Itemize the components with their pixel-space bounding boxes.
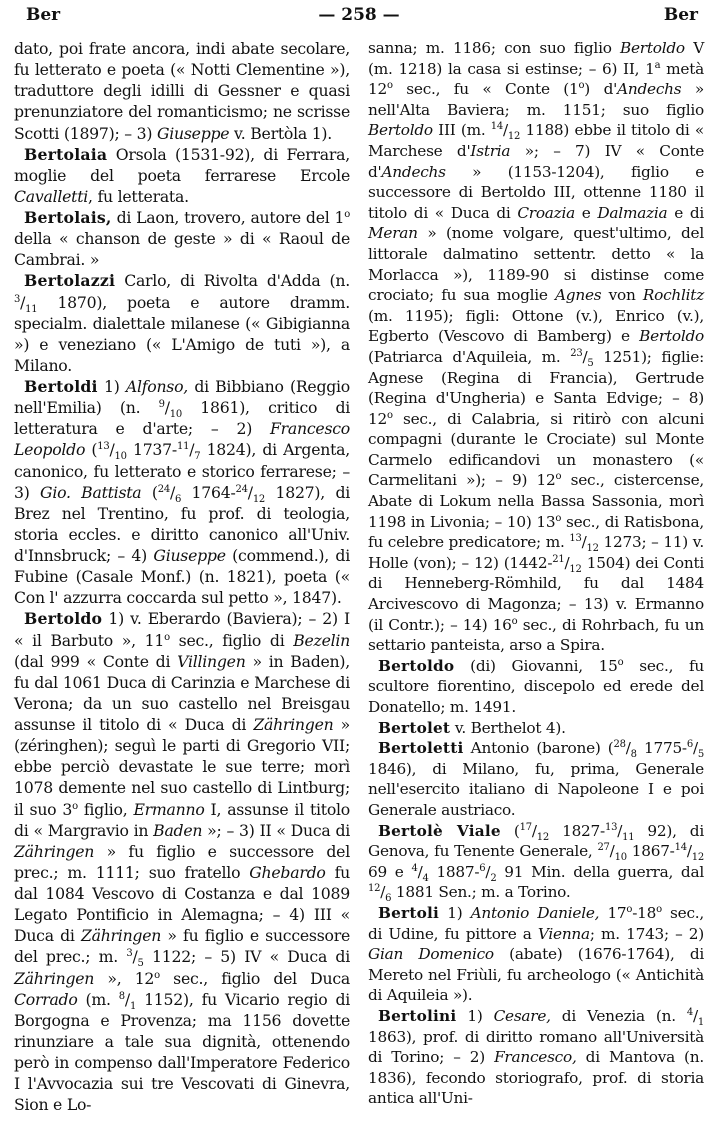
date-fraction-part: o <box>511 615 518 627</box>
italic-text: Agnes <box>555 286 602 305</box>
entry-text: 1) v. Eberardo (Baviera); – 2) I « il Barbuto », 11 <box>14 609 350 650</box>
italic-text: Gian Domenico <box>368 945 494 964</box>
entry-text: 1) <box>456 1006 494 1025</box>
entry-text: 1887- <box>428 862 480 881</box>
italic-text: Antonio Daniele, <box>470 903 600 922</box>
entry-text: 1827- <box>549 821 605 840</box>
entry-text: ( <box>500 821 520 840</box>
entry-text: »; – 3) II « Duca di <box>202 820 351 840</box>
entry-text: / <box>380 883 386 902</box>
entry-text: di Mantova (n. 1836), fecondo storiografo, prof. di storia antica all'Uni- <box>368 1048 704 1108</box>
date-fraction-part: 14 <box>490 121 504 133</box>
date-fraction-part: 10 <box>169 409 182 421</box>
italic-text: Zähringen <box>80 926 162 946</box>
date-fraction-part: 24 <box>235 483 248 495</box>
entry-bertolet <box>368 718 704 739</box>
entry-text: 1824), di Argenta, canonico, fu letterato e storico ferrarese; – 3) <box>14 440 351 502</box>
headword: Bertolaia <box>24 144 108 164</box>
entry-text: / <box>169 482 175 502</box>
entry-text: (dal 999 « Conte di <box>14 651 178 671</box>
date-fraction-part: 1 <box>697 1016 704 1028</box>
entry-text: / <box>582 347 588 366</box>
entry-text: fu dal 1084 Vescovo di Costanza e dal 1089 Legato Pontificio in Alemagna; – 4) III « Duca di <box>14 862 350 946</box>
entry-text: sec., di Calabria, si ritirò con alcuni compagni (durante le Crociate) sul Monte Carmelo edificandovi un monastero (« Carmelitani »); – 9) 12 <box>368 409 704 490</box>
entry-text: della « chanson de geste » di « Raoul de Cambrai. » <box>14 229 350 270</box>
entry-text: » in Baden), fu dal 1061 Duca di Carinzia e Marchese di Verona; da un suo castello nel Breisgau assunse il titolo di « Duca di <box>14 651 350 734</box>
entry-text: Carlo, di Rivolta d'Adda (n. <box>115 271 350 291</box>
entry-text: 17 <box>599 903 627 922</box>
entry-text: 1846), di Milano, fu, prima, Generale nell'esercito italiano di Napoleone I e poi Generale austriaco. <box>368 759 704 819</box>
date-fraction-part: 13 <box>97 441 110 453</box>
left-column <box>14 38 350 1115</box>
entry-text: » (nome volgare, quest'ultimo, del littorale dalmatino settentr. detto « la Morlacca »), 1189-90 si distinse come crociato; fu sua moglie <box>368 224 704 305</box>
italic-text: Andechs <box>617 80 682 99</box>
date-fraction-part: 5 <box>587 357 594 369</box>
date-fraction-part: o <box>154 969 160 981</box>
date-fraction-part: 1 <box>129 1000 137 1012</box>
entry-bertoldo <box>14 608 350 1115</box>
entry-text: / <box>686 842 692 861</box>
entry-text: sec., fu scultore fiorentino, discepolo ed erede del Donatello; m. 1491. <box>368 656 705 716</box>
italic-text: Bertoldo <box>620 39 685 57</box>
entry-text: 1737- <box>126 440 177 460</box>
headword: Bertolè Viale <box>378 821 501 840</box>
entry-text: »; – 7) IV « Conte d' <box>368 141 704 181</box>
entry-bertoldo-giovanni <box>368 656 704 718</box>
date-fraction-part: 6 <box>686 739 693 751</box>
entry-text: , fu letterata. <box>88 186 189 206</box>
date-fraction-part: 12 <box>507 131 521 143</box>
date-fraction-part: 13 <box>604 821 618 833</box>
entry-text: / <box>609 842 615 861</box>
entry-text: sec., di Rohrbach, fu un settario panteista, arso a Spira. <box>368 615 704 655</box>
entry-text: -18 <box>632 903 657 922</box>
entry-bertoli <box>368 903 704 1006</box>
entry-text: » fu figlio e successore del prec.; m. 1111; suo fratello <box>14 841 350 882</box>
headword: Bertoli <box>378 903 440 922</box>
entry-text: sec., di Udine, fu pittore a <box>368 903 704 943</box>
entry-bertoldi <box>14 376 350 608</box>
entry-text: 1504) dei Conti di Henneberg-Römhild, fu dal 1484 Arcivescovo di Magonza; – 13) v. Ermanno (il Contr.); – 14) 16 <box>368 553 704 634</box>
date-fraction-part: 4 <box>686 1006 693 1018</box>
entry-text: / <box>617 821 623 840</box>
date-fraction-part: 12 <box>586 543 599 555</box>
entry-text: ; m. 1743; – 2) <box>589 924 704 943</box>
entry-text: 92), di Genova, fu Tenente Generale, <box>368 821 704 861</box>
date-fraction-part: 12 <box>252 493 266 505</box>
entry-text: 1861), critico di letteratura e d'arte; – 2) <box>14 398 350 439</box>
date-fraction-part: 3 <box>126 948 133 960</box>
entry-text: / <box>189 440 195 460</box>
entry-text: / <box>109 440 115 460</box>
entry-text: 1867- <box>626 842 675 861</box>
entry-text: di Laon, trovero, autore del 1 <box>111 208 345 227</box>
italic-text: Zähringen <box>253 715 334 734</box>
italic-text: Bertoldo <box>368 121 433 140</box>
entry-text: », 12 <box>94 968 155 988</box>
date-fraction-part: 17 <box>519 821 532 833</box>
italic-text: Gio. Battista <box>40 482 142 502</box>
entry-text: sec., fu « Conte (1 <box>392 80 579 99</box>
italic-text: Zähringen <box>14 968 95 988</box>
date-fraction-part: 23 <box>570 347 583 359</box>
entry-bertole-viale <box>368 821 704 903</box>
entry-text: v. Bertòla 1). <box>229 123 333 143</box>
date-fraction-part: o <box>344 208 350 220</box>
entry-text: Antonio (barone) ( <box>463 739 614 758</box>
headword: Bertoldo <box>24 609 103 629</box>
date-fraction-part: 3 <box>14 293 21 305</box>
entry-text: / <box>124 989 130 1009</box>
date-fraction-part: o <box>617 656 624 668</box>
entry-text: / <box>692 1006 698 1025</box>
entry-text: / <box>485 862 491 881</box>
date-fraction-part: o <box>578 80 585 92</box>
headword: Bertolazzi <box>24 271 116 291</box>
entry-text: ( <box>85 440 98 460</box>
date-fraction-part: 21 <box>552 553 565 565</box>
date-fraction-part: 27 <box>597 842 610 854</box>
entry-text: / <box>20 292 26 312</box>
entry-text: von <box>601 286 643 305</box>
entry-bertolini <box>368 1006 704 1109</box>
entry-text: V (m. 1218) la casa si estinse; – 6) II, 1 <box>368 39 705 78</box>
italic-text: Bezelin <box>293 630 350 650</box>
entry-text: sec., figlio di <box>169 630 294 650</box>
date-fraction-part: 6 <box>479 862 486 874</box>
entry-text: (di) Giovanni, 15 <box>454 656 618 675</box>
date-fraction-part: 10 <box>614 852 627 864</box>
italic-text: Baden <box>153 820 203 840</box>
entry-text: » fu figlio e successore del prec.; m. <box>14 926 350 967</box>
date-fraction-part: 6 <box>175 493 182 505</box>
italic-text: Francesco, <box>494 1048 577 1067</box>
date-fraction-part: 14 <box>674 842 687 854</box>
headword: Bertoldo <box>378 656 455 675</box>
date-fraction-part: o <box>72 800 78 812</box>
entry-text: 1152), fu Vicario regio di Borgogna e Provenza; ma 1156 dovette rinunziare a tale sua dignità, ottenendo però in compenso dall'Imperatore Federico I l'Avvocazia sui tre Vescovati di Ginevra, Sion e Lo- <box>14 989 351 1115</box>
headword: Bertolet <box>378 718 451 737</box>
date-fraction-part: 12 <box>536 831 549 843</box>
entry-text: 1188) ebbe il titolo di « Marchese d' <box>368 121 704 160</box>
entry-text: Orsola (1531-92), di Ferrara, moglie del poeta ferrarese Ercole <box>14 144 350 185</box>
headword: Bertoldi <box>24 377 98 396</box>
italic-text: Cesare, <box>493 1006 551 1025</box>
entry-text: / <box>132 947 138 967</box>
date-fraction-part: 5 <box>697 749 704 761</box>
italic-text: Villingen <box>177 651 246 671</box>
italic-text: Meran <box>368 224 418 243</box>
italic-text: Francesco Leopoldo <box>14 419 350 460</box>
date-fraction-part: o <box>386 80 393 92</box>
entry-text: sanna; m. 1186; con suo figlio <box>368 39 621 57</box>
date-fraction-part: 10 <box>114 451 127 463</box>
entry-text: » nell'Alta Baviera; m. 1151; suo figlio <box>368 80 705 119</box>
page-header <box>14 2 704 28</box>
entry-text: 1881 Sen.; m. a Torino. <box>391 883 571 902</box>
italic-text: Ghebardo <box>249 862 326 882</box>
entry-text: 1122; – 5) IV « Duca di <box>143 947 350 967</box>
entry-text: metà 12 <box>368 59 704 99</box>
entry-text: / <box>503 121 508 140</box>
entry-text: I, assunse il titolo di « Margravio in <box>14 799 350 840</box>
date-fraction-part: 8 <box>630 749 637 761</box>
italic-text: Ermanno <box>133 799 205 819</box>
entry-text: ( <box>141 482 158 502</box>
italic-text: Rochlitz <box>642 286 705 305</box>
date-fraction-part: o <box>656 903 662 915</box>
headword: Bertoletti <box>378 739 464 758</box>
entry-bertolazzi <box>14 270 350 376</box>
headword: Bertolini <box>378 1006 457 1025</box>
entry-text: (m. 1195); figli: Ottone (v.), Enrico (v.), Egberto (Vescovo di Bamberg) e <box>368 306 704 346</box>
entry-text: 1273; – 11) v. Holle (von); – 12) (1442- <box>368 533 704 572</box>
entry-text: 91 Min. della guerra, dal <box>496 862 704 881</box>
entry-text: / <box>247 482 253 502</box>
page-number: — 258 — <box>318 5 400 25</box>
italic-text: Giuseppe <box>156 123 230 143</box>
entry-text: / <box>417 862 423 881</box>
date-fraction-part: o <box>555 471 562 483</box>
entry-text: e <box>575 203 598 222</box>
date-fraction-part: 11 <box>25 303 38 315</box>
entry-text: / <box>564 553 570 572</box>
date-fraction-part: 9 <box>158 398 165 410</box>
entry-text: / <box>164 398 170 418</box>
entry-text: 1827), di Brez nel Trentino, fu prof. di teologia, storia eccles. e diritto canonico all'Univ. d'Innsbruck; – 4) <box>14 482 351 565</box>
entry-text: sec., di Ratisbona, fu celebre predicatore; m. <box>368 512 704 552</box>
entry-text: (m. <box>77 989 119 1009</box>
italic-text: Croazia <box>517 203 575 222</box>
right-column <box>368 38 704 1109</box>
entry-text: / <box>692 739 698 758</box>
entry-text: / <box>581 533 587 552</box>
entry-text: di Bibbiano (Reggio nell'Emilia) (n. <box>14 377 350 418</box>
entry-text: 1764- <box>181 482 236 502</box>
entry-bertolaia <box>14 144 350 207</box>
entry-text: (Patriarca d'Aquileia, m. <box>368 347 571 366</box>
italic-text: Dalmazia <box>597 203 668 222</box>
entry-text: / <box>531 821 537 840</box>
entry-text: di Venezia (n. <box>550 1006 687 1025</box>
italic-text: Istria <box>470 141 511 160</box>
entry-text: 1) <box>439 903 471 922</box>
entry-text: 1251); figlie: Agnese (Regina di Francia), Gertrude (Regina d'Ungheria) e Santa Edvige; – 8) 12 <box>368 347 704 428</box>
italic-text: Corrado <box>14 989 78 1009</box>
date-fraction-part: 4 <box>411 862 418 874</box>
date-fraction-part: 2 <box>490 872 497 884</box>
italic-text: Cavalletti <box>14 186 89 206</box>
entry-text: figlio, <box>77 799 134 819</box>
date-fraction-part: 11 <box>176 441 190 453</box>
entry-text: » (zéringhen); seguì le parti di Gregorio VII; ebbe perciò devastate le sue terre; morì 1078 demente nel suo castello di Lintburg; il suo 3 <box>14 715 350 819</box>
entry-continuation <box>368 38 704 656</box>
entry-text: » (1153-1204), figlio e successore di Bertoldo III, ottenne 1180 il titolo di « Duca di <box>368 162 704 222</box>
entry-bertolais <box>14 207 350 270</box>
italic-text: Vienna <box>537 924 590 943</box>
entry-text: dato, poi frate ancora, indi abate secolare, fu letterato e poeta (« Notti Clementine »), traduttore degli idilli di Gessner e quasi prenunziatore del romanticismo; ne scrisse Scotti (1897); – 3) <box>14 39 350 143</box>
date-fraction-part: o <box>386 409 393 421</box>
headword: Bertolais, <box>24 208 112 227</box>
italic-text: Alfonso, <box>125 377 189 396</box>
entry-text: v. Berthelot 4). <box>450 718 566 737</box>
date-fraction-part: 12 <box>691 852 704 864</box>
entry-text: ) d' <box>584 80 618 99</box>
entry-bertoletti <box>368 738 704 820</box>
entry-text: 1) <box>97 377 126 396</box>
date-fraction-part: 28 <box>613 739 626 751</box>
italic-text: Zähringen <box>14 841 95 861</box>
header-left-guideword: Ber <box>26 5 61 25</box>
date-fraction-part: 6 <box>385 893 392 905</box>
date-fraction-part: 7 <box>194 451 201 463</box>
date-fraction-part: 12 <box>368 883 381 895</box>
entry-text: sec., cistercense, Abate di Lokum nella Bassa Sassonia, morì 1198 in Livonia; – 10) 13 <box>368 471 704 531</box>
entry-text: 1863), prof. di diritto romano all'Università di Torino; – 2) <box>368 1027 704 1067</box>
date-fraction-part: 8 <box>118 990 125 1002</box>
entry-text: III (m. <box>432 121 491 140</box>
date-fraction-part: 13 <box>569 533 582 545</box>
entry-text: 69 e <box>368 862 412 881</box>
date-fraction-part: o <box>164 631 170 643</box>
entry-text: (commend.), di Fubine (Casale Monf.) (n. 1821), poeta (« Con l' azzurra coccarda sul petto », 1847). <box>14 546 350 608</box>
date-fraction-part: 4 <box>422 872 429 884</box>
date-fraction-part: o <box>626 903 633 915</box>
date-fraction-part: a <box>654 59 661 71</box>
entry-text: 1775- <box>636 739 687 758</box>
entry-text: / <box>625 739 631 758</box>
italic-text: Giuseppe <box>153 546 226 565</box>
header-right-guideword: Ber <box>663 5 698 25</box>
entry-text: (abate) (1676-1764), di Mereto nel Friùli, fu archeologo (« Antichità di Aquileia »). <box>368 945 705 1005</box>
date-fraction-part: 11 <box>622 831 635 843</box>
entry-text: e di <box>667 203 705 222</box>
date-fraction-part: 5 <box>137 958 144 970</box>
date-fraction-part: 24 <box>157 483 170 495</box>
italic-text: Andechs <box>381 162 446 181</box>
italic-text: Bertoldo <box>639 327 704 346</box>
entry-text: sec., figlio del Duca <box>159 968 350 988</box>
entry-continuation <box>14 38 350 144</box>
date-fraction-part: o <box>555 512 562 524</box>
entry-text: 1870), poeta e autore dramm. specialm. dialettale milanese (« Gibigianna ») e veneziano (« L'Amigo de tuti »), a Milano. <box>14 292 350 375</box>
date-fraction-part: 12 <box>569 563 582 575</box>
